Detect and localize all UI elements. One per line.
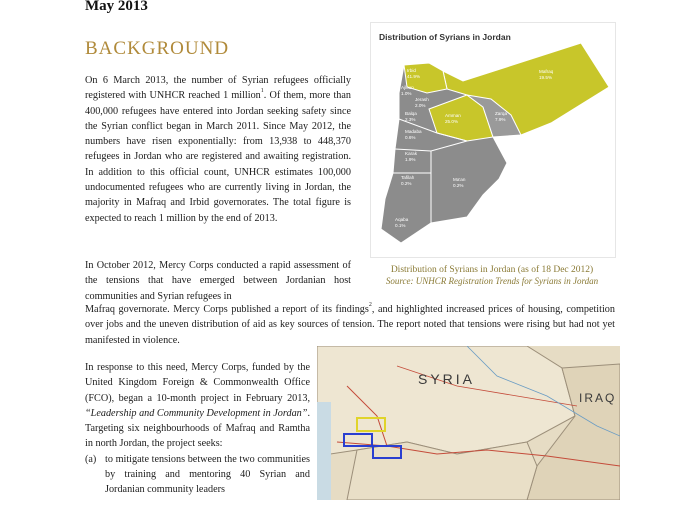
region-label: Ma'an (453, 177, 466, 182)
region-label: Ajloun (401, 85, 414, 90)
label-syria: SYRIA (418, 371, 476, 387)
paragraph-text: . Of them, more than 400,000 refugees have entered into Jordan seeking safety since the Syrian conflict began in March 2011. Since May 2012, the numbers have risen exponentially: from 13,938 to 448,370 refugees in Jordan who are registered and awaiting registration. In addition to this official count, UNHCR estimates 100,000 undocumented refugees who are currently living in Jordan, the majority in Mafraq and Irbid governorates. The total figure is expected to reach 1 million by the end of 2013. (85, 90, 351, 224)
project-intro (85, 360, 310, 452)
caption-title: Distribution of Syrians in Jordan (as of 18 Dec 2012) (390, 265, 594, 275)
region-label: Mafraq (539, 69, 554, 74)
regional-map (317, 346, 620, 500)
region-label: Karak (405, 151, 418, 156)
section-heading: BACKGROUND (85, 38, 230, 59)
region-value: 19.5% (539, 75, 553, 80)
paragraph-text: Mafraq governorate. Mercy Corps published a report of its findings (85, 304, 369, 315)
region-value: 7.9% (495, 117, 506, 122)
sea-area (317, 402, 331, 500)
paragraph-text: In response to this need, Mercy Corps, funded by the United Kingdom Foreign & Commonwealth Office (FCO), began a 10-month project in February 2013, (85, 362, 310, 404)
region-label: Irbid (407, 68, 416, 73)
paragraph-text: . Targeting six neighbourhoods of Mafraq and Ramtha in north Jordan, the project seeks: (85, 407, 310, 450)
map-title: Distribution of Syrians in Jordan (379, 32, 511, 42)
paragraph-assessment: In October 2012, Mercy Corps conducted a rapid assessment of the tensions that have emerged between Jordanian host communities and Syrian refugees in (85, 260, 351, 302)
project-title: “Leadership and Community Development in Jordan” (85, 407, 308, 419)
jordan-territory (347, 442, 537, 500)
paragraph-report-findings (85, 302, 615, 348)
footnote-ref[interactable]: 2 (368, 302, 372, 308)
jordan-distribution-map-graphic (371, 23, 615, 257)
caption-source: Source: UNHCR Registration Trends for Syrians in Jordan (385, 276, 599, 286)
jordan-distribution-map (370, 22, 616, 258)
region-label: Amman (445, 113, 461, 118)
paragraph-text: On 6 March 2013, the number of Syrian refugees officially registered with UNHCR reached 1 million (85, 75, 351, 102)
region-value: 2.3% (405, 117, 416, 122)
paragraph-project-response (85, 360, 310, 498)
region-label: Jerash (415, 97, 429, 102)
document-date: May 2013 (85, 0, 148, 14)
label-iraq: IRAQ (579, 391, 617, 405)
paragraph-unhcr-registration (85, 73, 351, 226)
region-value: 0.1% (395, 223, 406, 228)
region-value: 41.9% (407, 74, 421, 79)
aim-marker: (a) (85, 453, 97, 465)
region-value: 1.9% (405, 157, 416, 162)
aim-item (85, 452, 310, 498)
region-label: Tafilah (401, 175, 415, 180)
region-label: Balqa (405, 111, 417, 116)
region-value: 0.6% (405, 135, 416, 140)
project-aims-list (85, 452, 310, 498)
region-value: 25.0% (445, 119, 459, 124)
map-caption (364, 265, 620, 287)
aim-text: to mitigate tensions between the two communities by training and mentoring 40 Syrian and Jordanian community leaders (105, 453, 310, 496)
region-label: Aqaba (395, 217, 409, 222)
regional-map-graphic (317, 346, 620, 500)
footnote-ref[interactable]: 1 (260, 88, 264, 95)
region-value: 1.0% (401, 91, 412, 96)
region-value: 2.0% (415, 103, 426, 108)
region-label: Zarqa (495, 111, 508, 116)
paragraph-text: , and highlighted increased prices of housing, competition over jobs and the uneven distribution of aid as key sources of tension. The report noted that tensions were rising but had not yet manifested in violence. (85, 304, 615, 346)
region-value: 0.2% (453, 183, 464, 188)
region-label: Madaba (405, 129, 422, 134)
region-value: 0.2% (401, 181, 412, 186)
